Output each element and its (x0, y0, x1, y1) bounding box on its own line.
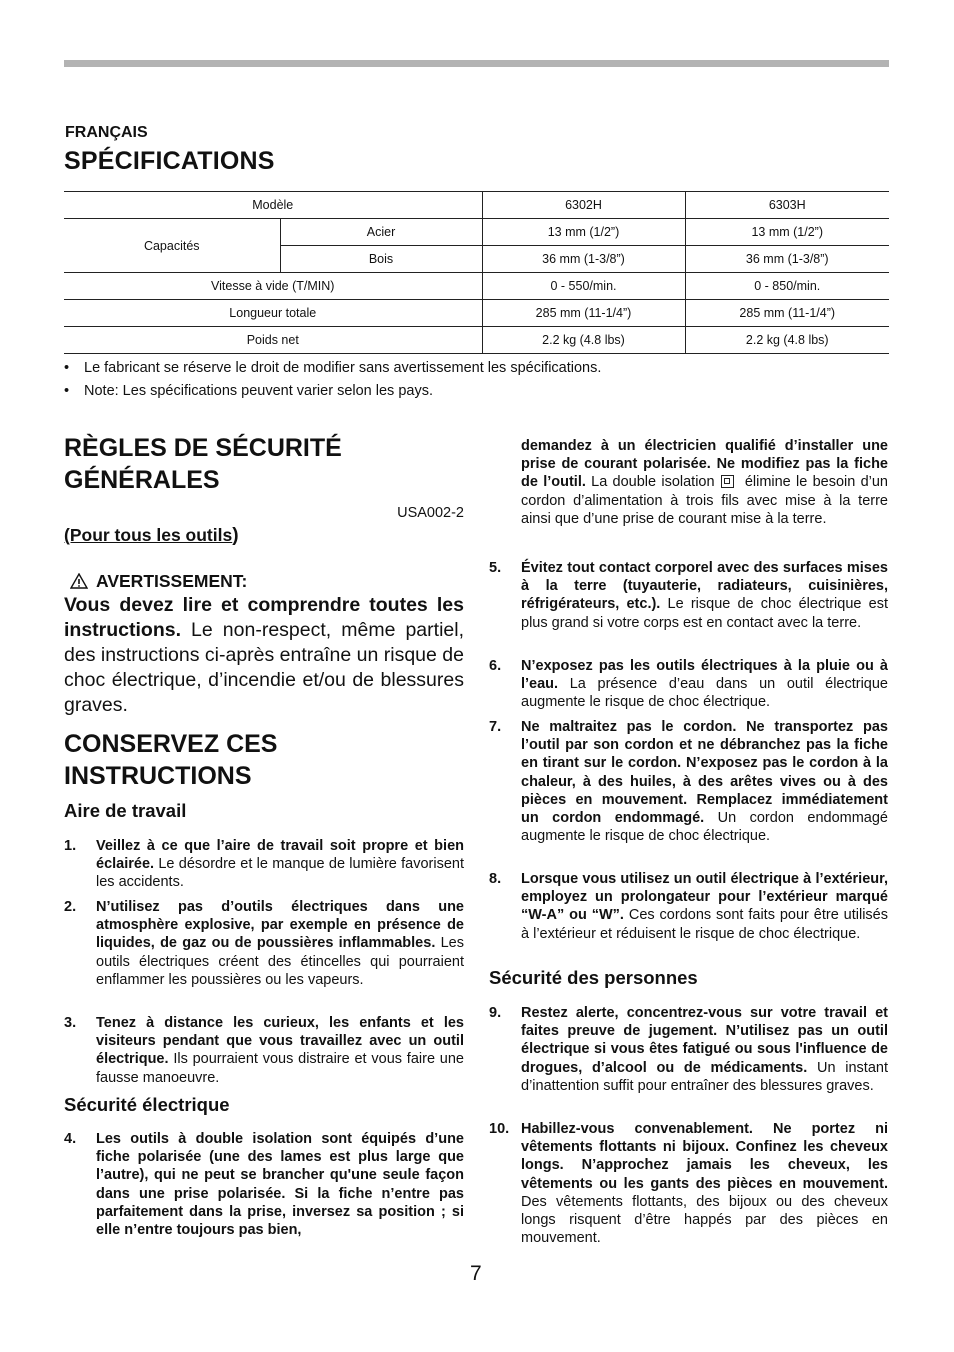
cell-value: 36 mm (1-3/8”) (685, 246, 889, 273)
safety-title-line1: RÈGLES DE SÉCURITÉ (64, 434, 342, 462)
item-number: 4. (64, 1131, 77, 1147)
note-item: • Le fabricant se réserve le droit de modifier sans avertissement les spécifications. (64, 358, 889, 381)
warning-triangle-icon (70, 573, 88, 594)
item-number: 9. (489, 1005, 502, 1021)
cell-value: 13 mm (1/2”) (482, 219, 685, 246)
keep-title-line1: CONSERVEZ CES (64, 730, 278, 758)
item-bold: Habillez-vous convenablement. Ne portez ni vêtements flottants ni bijoux. Confinez les cheveux longs. N’approchez jamais les cheveux, les vêtements ou les gants des pièces en mouvement. (521, 1121, 888, 1192)
list-item-continued (489, 437, 888, 528)
item-text: La double isolation (585, 474, 715, 491)
item-number: 8. (489, 871, 502, 887)
item-number: 2. (64, 899, 77, 915)
item-text: Des vêtements flottants, des bijoux ou des cheveux longs risquent d’être happés par des pièces en mouvement. (521, 1193, 888, 1247)
model-label: Modèle (64, 192, 482, 219)
table-row (64, 219, 889, 246)
warning-heading (70, 571, 247, 594)
list-item (64, 837, 464, 892)
double-insulation-icon (721, 475, 734, 488)
item-number: 6. (489, 658, 502, 674)
list-item (489, 1004, 888, 1095)
item-bold: N’exposez pas les outils électriques à la pluie ou à l’eau. (521, 658, 888, 693)
language-label: FRANÇAIS (65, 124, 148, 141)
list-item (489, 718, 888, 845)
item-text: élimine le besoin d’un cordon d’alimentation à trois fils avec mise à la terre ainsi que d’une prise de courant mise à la terre. (521, 474, 888, 527)
cell-value: 36 mm (1-3/8”) (482, 246, 685, 273)
item-bold: Lorsque vous utilisez un outil électrique à l’extérieur, employez un prolongateur pour l’extérieur marqué “W-A” ou “W”. (521, 871, 888, 924)
item-text: Le risque de choc électrique est plus grand si votre corps est en contact avec la terre. (521, 596, 888, 631)
item-text: Ces cordons sont faits pour être utilisés à l’extérieur et réduisent le risque de choc électrique. (521, 907, 889, 942)
item-number: 1. (64, 838, 77, 854)
item-bold: demandez à un électricien qualifié d’installer une prise de courant polarisée. Ne modifiez pas la fiche de l’outil. (521, 438, 888, 491)
subtitle-text: (Pour tous les outils (64, 525, 233, 545)
model-6302h: 6302H (482, 192, 685, 219)
capacities-label: Capacités (64, 219, 280, 273)
warning-text: Le non-respect, même partiel, des instructions ci-après entraîne un risque de choc électrique, d’incendie et/ou de blessures graves. (64, 619, 464, 716)
row-label: Longueur totale (64, 300, 482, 327)
cell-value: 285 mm (11-1/4”) (482, 300, 685, 327)
subtitle-paren: ) (232, 525, 239, 546)
note-item: • Note: Les spécifications peuvent varier selon les pays. (64, 381, 889, 404)
warning-label: AVERTISSEMENT: (96, 571, 248, 591)
item-text: La présence d’eau dans un outil électrique augmente le risque de choc électrique. (521, 676, 888, 711)
item-bold: Les outils à double isolation sont équipés d’une fiche polarisée (une des lames est plus large que l’autre), qui ne peut se brancher qu'une seule façon dans une prise polarisée. Si la fiche n’entre pas parfaitement dans la prise, inversez sa position ; si elle n’entre toujours pas bien, (96, 1131, 464, 1239)
item-bold: N’utilisez pas d’outils électriques dans une atmosphère explosive, par exemple en présence de liquides, de gaz ou de poussières inflammables. (96, 899, 464, 952)
item-bold: Veillez à ce que l’aire de travail soit propre et bien éclairée. (96, 838, 464, 873)
list-item (489, 870, 888, 943)
specifications-table (64, 191, 889, 354)
item-text: Ils pourraient vous distraire et vous faire une fausse manoeuvre. (96, 1051, 464, 1086)
row-label: Poids net (64, 327, 482, 354)
item-number: 7. (489, 719, 502, 735)
safety-title-line2: GÉNÉRALES (64, 466, 220, 494)
list-item (64, 1130, 464, 1239)
table-row (64, 327, 889, 354)
subtitle (64, 525, 239, 547)
table-row (64, 273, 889, 300)
cell-value: 2.2 kg (4.8 lbs) (482, 327, 685, 354)
work-area-heading: Aire de travail (64, 800, 187, 821)
table-row (64, 192, 889, 219)
item-bold: Tenez à distance les curieux, les enfants et les visiteurs pendant que vous travaillez avec un outil électrique. (96, 1015, 464, 1068)
personal-safety-heading: Sécurité des personnes (489, 967, 698, 988)
item-text: Un instant d’inattention suffit pour entraîner des blessures graves. (521, 1059, 888, 1094)
item-number: 5. (489, 560, 502, 576)
spec-notes (64, 358, 889, 404)
page-number: 7 (470, 1262, 482, 1285)
model-6303h: 6303H (685, 192, 889, 219)
item-bold: Ne maltraitez pas le cordon. Ne transportez pas l’outil par son cordon et ne débranchez pas la fiche en tirant sur le cordon. N’exposez pas le cordon à la chaleur, à des huiles, à des arêtes vives ou à des pièces en mouvement. Remplacez immédiatement un cordon endommagé. (521, 719, 888, 827)
list-item (64, 898, 464, 989)
item-bold: Évitez tout contact corporel avec des surfaces mises à la terre (tuyauterie, radiateurs, cuisinières, réfrigérateurs, etc.). (521, 560, 888, 613)
item-text: Le désordre et le manque de lumière favorisent les accidents. (96, 856, 464, 891)
row-label: Bois (280, 246, 482, 273)
list-item (64, 1014, 464, 1087)
row-label: Acier (280, 219, 482, 246)
list-item (489, 1120, 888, 1247)
cell-value: 0 - 550/min. (482, 273, 685, 300)
cell-value: 0 - 850/min. (685, 273, 889, 300)
specifications-title: SPÉCIFICATIONS (64, 147, 275, 175)
warning-body (64, 593, 464, 718)
item-bold: Restez alerte, concentrez-vous sur votre travail et faites preuve de jugement. N’utilisez pas un outil électrique si vous êtes fatigué ou sous l'influence de drogues, d’alcool ou de médicaments. (521, 1005, 888, 1076)
list-item (489, 559, 888, 632)
item-text: Un cordon endommagé augmente le risque de choc électrique. (521, 810, 888, 845)
cell-value: 2.2 kg (4.8 lbs) (685, 327, 889, 354)
item-text: Les outils électriques créent des étincelles qui pourraient enflammer les poussières ou les vapeurs. (96, 935, 464, 988)
keep-title-line2: INSTRUCTIONS (64, 762, 252, 790)
item-number: 3. (64, 1015, 77, 1031)
electrical-heading: Sécurité électrique (64, 1094, 230, 1115)
item-number: 10. (489, 1121, 510, 1137)
row-label: Vitesse à vide (T/MIN) (64, 273, 482, 300)
header-rule (64, 60, 889, 67)
table-row (64, 300, 889, 327)
warning-bold: Vous devez lire et comprendre toutes les instructions. (64, 594, 464, 641)
cell-value: 285 mm (11-1/4”) (685, 300, 889, 327)
list-item (489, 657, 888, 712)
doc-code: USA002-2 (397, 505, 464, 521)
cell-value: 13 mm (1/2”) (685, 219, 889, 246)
